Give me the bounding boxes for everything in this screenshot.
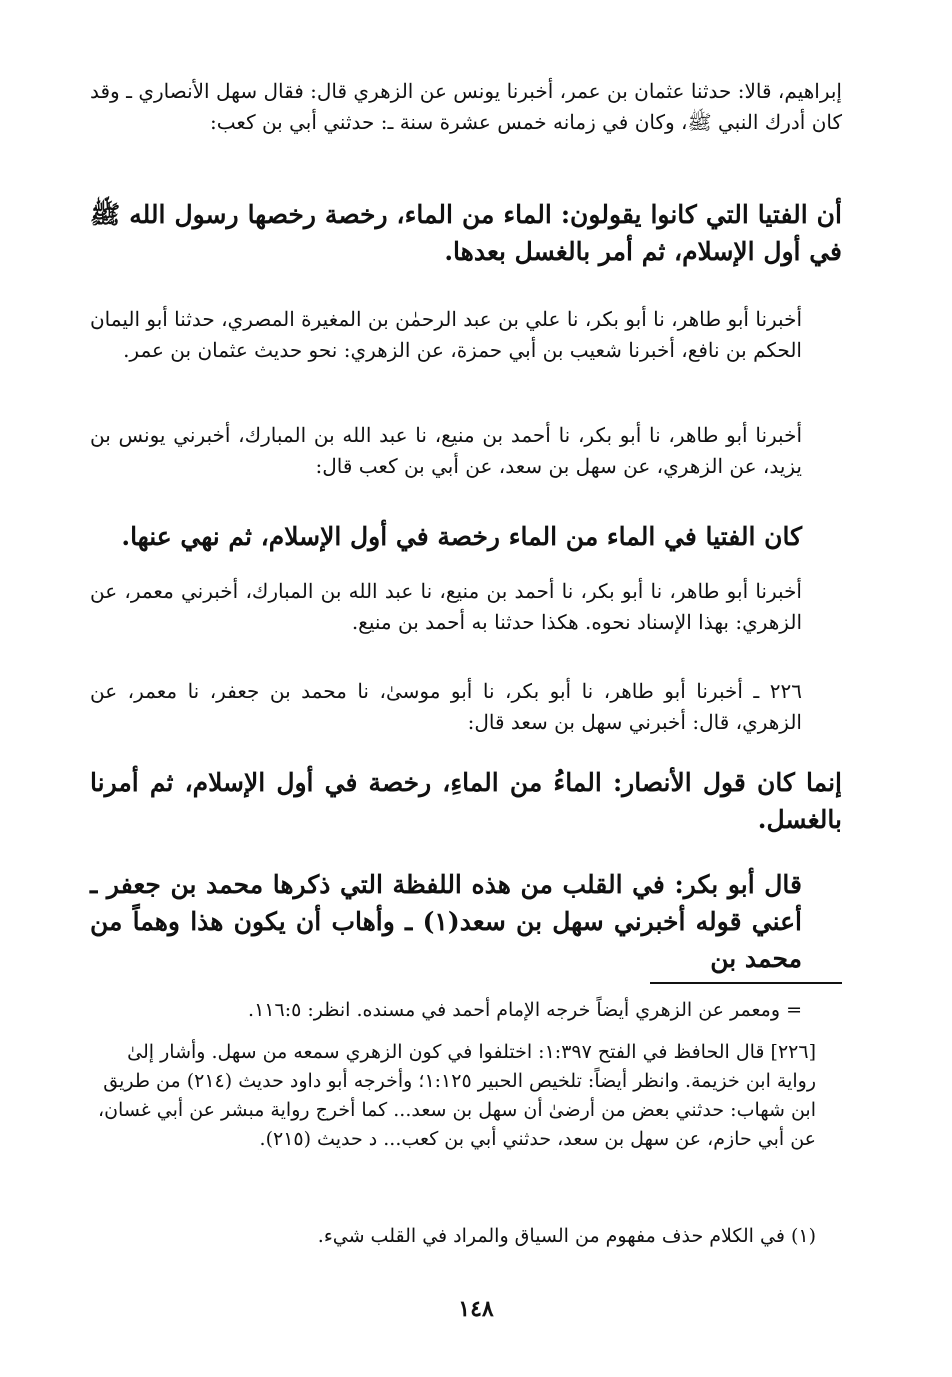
paragraph-commentary: قال أبو بكر: في القلب من هذه اللفظة التي ذكرها محمد بن جعفر ـ أعني قوله أخبرني سهل بن سعد(١) ـ وأهاب أن يكون هذا وهماً من محمد بن — [90, 870, 802, 973]
paragraph-isnad-3: أخبرنا أبو طاهر، نا أبو بكر، نا أحمد بن منيع، نا عبد الله بن المبارك، أخبرني يونس بن يزيد، عن الزهري، عن سهل بن سعد، عن أبي بن كعب قال: — [90, 423, 802, 478]
footnote-continuation: = ومعمر عن الزهري أيضاً خرجه الإمام أحمد في مسنده. انظر: ١١٦:٥. — [248, 999, 802, 1021]
paragraph-isnad-4: أخبرنا أبو طاهر، نا أبو بكر، نا أحمد بن منيع، نا عبد الله بن المبارك، أخبرني معمر، عن الزهري: بهذا الإسناد نحوه. هكذا حدثنا به أحمد بن منيع. — [90, 579, 802, 634]
paragraph-matn-3: إنما كان قول الأنصار: الماءُ من الماءِ، رخصة في أول الإسلام، ثم أمرنا بالغسل. — [90, 768, 842, 834]
paragraph-isnad-2: أخبرنا أبو طاهر، نا أبو بكر، نا علي بن عبد الرحمٰن بن المغيرة المصري، حدثنا أبو اليمان الحكم بن نافع، أخبرنا شعيب بن أبي حمزة، عن الزهري: نحو حديث عثمان بن عمر. — [89, 307, 802, 362]
paragraph-matn-1: أن الفتيا التي كانوا يقولون: الماء من الماء، رخصة رخصها رسول الله ﷺ في أول الإسلام، ثم أمر بالغسل بعدها. — [90, 200, 842, 266]
paragraph-hadith-226: ٢٢٦ ـ أخبرنا أبو طاهر، نا أبو بكر، نا أبو موسىٰ، نا محمد بن جعفر، نا معمر، عن الزهري، قال: أخبرني سهل بن سعد قال: — [90, 679, 802, 734]
footnote-226: [٢٢٦] قال الحافظ في الفتح ١:٣٩٧: اختلفوا في كون الزهري سمعه من سهل. وأشار إلىٰ رواية ابن خزيمة. وانظر أيضاً: تلخيص الحبير ١:١٢٥؛ وأخرجه أبو داود حديث (٢١٤) من طريق ابن شهاب: حدثني بعض من أرضىٰ أن سهل بن سعد... كما أخرج رواية مبشر عن أبي غسان، عن أبي حازم، عن سهل بن سعد، حدثني أبي بن كعب... د حديث (٢١٥). — [97, 1041, 816, 1150]
page-number: ١٤٨ — [458, 1296, 494, 1322]
paragraph-isnad-1: إبراهيم، قالا: حدثنا عثمان بن عمر، أخبرنا يونس عن الزهري قال: فقال سهل الأنصاري ـ وقد كان أدرك النبي ﷺ، وكان في زمانه خمس عشرة سنة ـ: حدثني أبي بن كعب: — [90, 79, 842, 134]
footnote-1: (١) في الكلام حذف مفهوم من السياق والمراد في القلب شيء. — [317, 1225, 816, 1247]
footnote-divider — [650, 982, 842, 984]
paragraph-matn-2: كان الفتيا في الماء من الماء رخصة في أول الإسلام، ثم نهي عنها. — [121, 522, 802, 551]
